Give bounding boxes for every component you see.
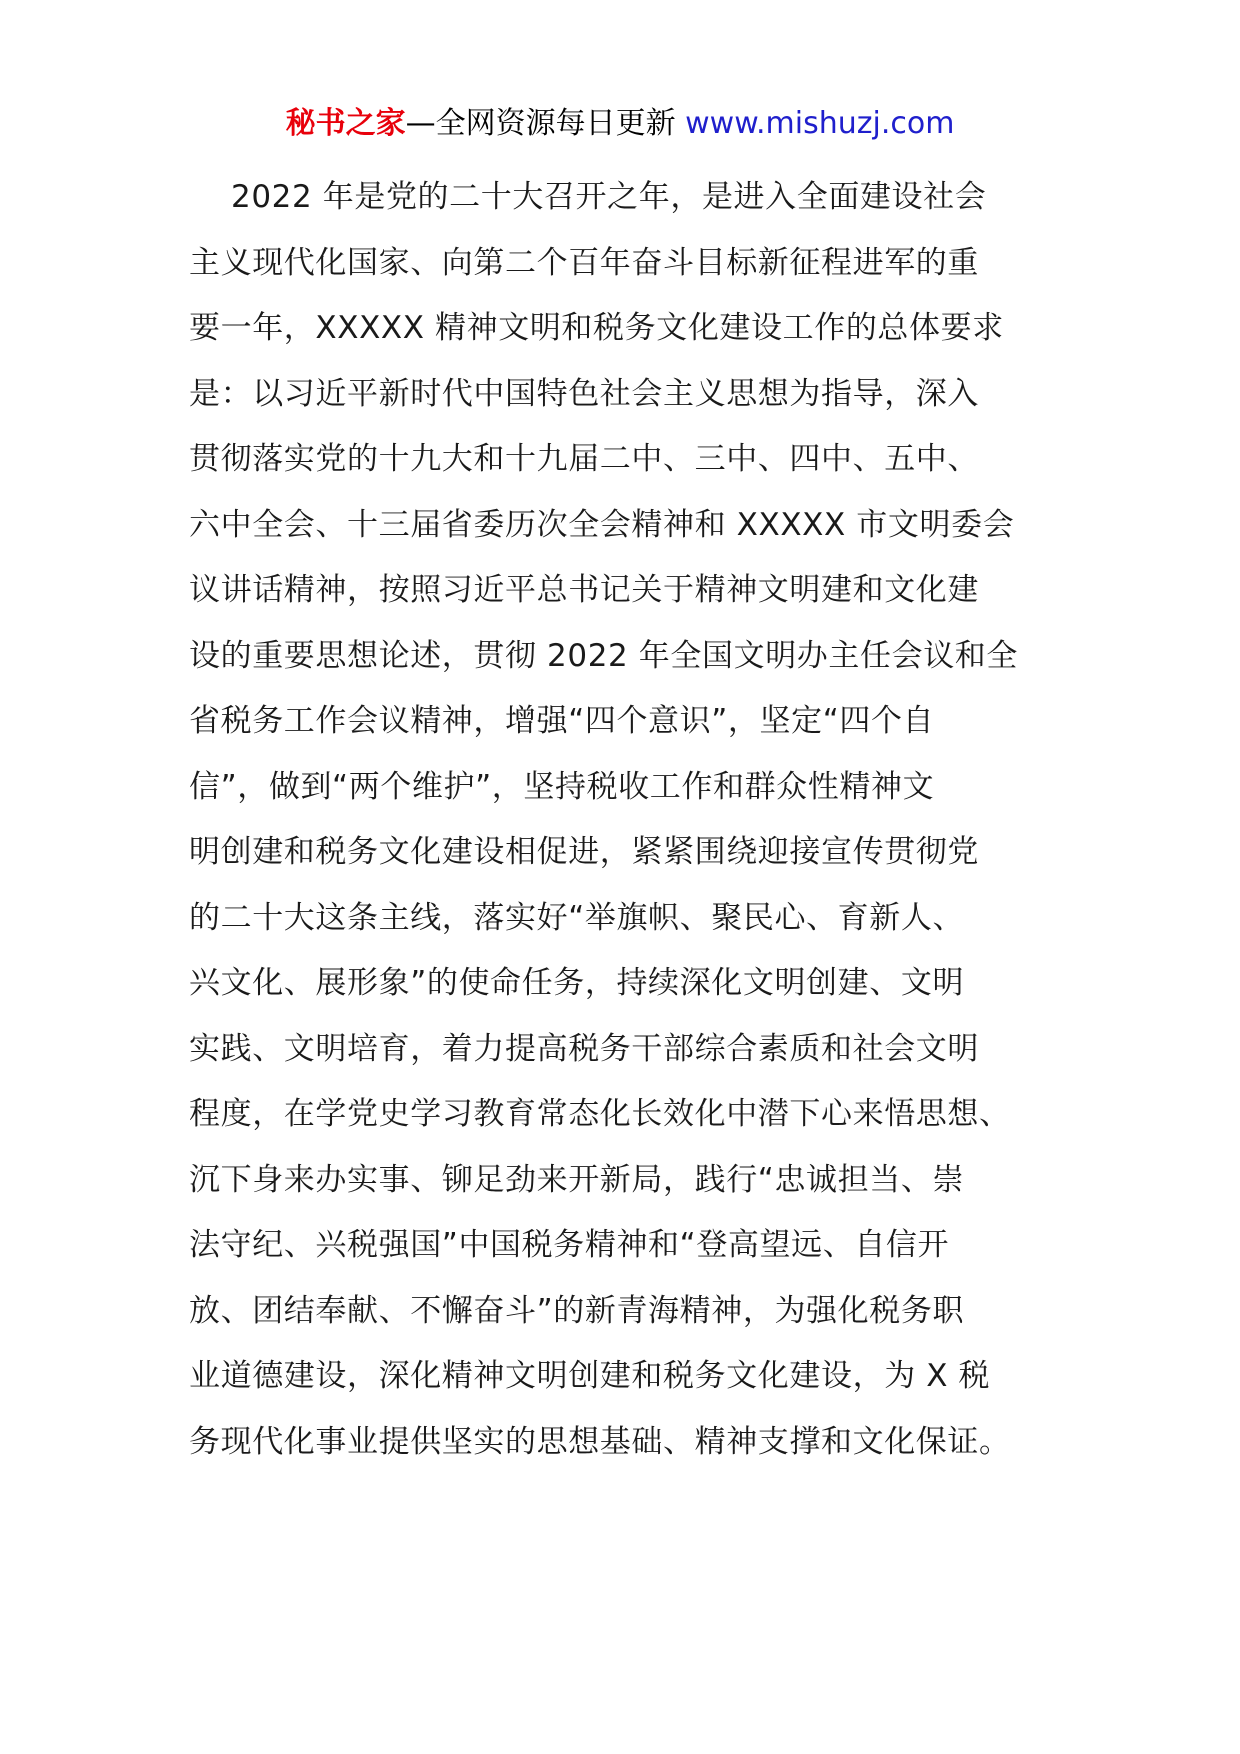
paragraph-line: 省税务工作会议精神，增强“四个意识”，坚定“四个自: [189, 703, 935, 739]
site-url-link[interactable]: www.mishuzj.com: [685, 106, 955, 141]
paragraph-line: 主义现代化国家、向第二个百年奋斗目标新征程进军的重: [189, 244, 979, 281]
site-header: [0, 100, 1240, 148]
paragraph-line: 贯彻落实党的十九大和十九届二中、三中、四中、五中、: [189, 441, 979, 477]
paragraph-line: 兴文化、展形象”的使命任务，持续深化文明创建、文明: [189, 965, 965, 1001]
brand-name: 秘书之家: [285, 106, 406, 141]
paragraph-line: 放、团结奉献、不懈奋斗”的新青海精神，为强化税务职: [189, 1292, 965, 1329]
paragraph-line: 议讲话精神，按照习近平总书记关于精神文明建和文化建: [189, 572, 979, 608]
paragraph-line: 程度，在学党史学习教育常态化长效化中潜下心来悟思想、: [189, 1096, 1011, 1132]
paragraph-line: 设的重要思想论述，贯彻 2022 年全国文明办主任会议和全: [189, 637, 1018, 674]
paragraph-line: 2022 年是党的二十大召开之年，是进入全面建设社会: [231, 179, 987, 215]
paragraph-line: 信”，做到“两个维护”，坚持税收工作和群众性精神文: [189, 768, 935, 805]
paragraph-line: 业道德建设，深化精神文明创建和税务文化建设，为 X 税: [189, 1358, 991, 1394]
paragraph-line: 沉下身来办实事、铆足劲来开新局，践行“忠诚担当、崇: [189, 1161, 965, 1198]
paragraph-line: 要一年，XXXXX 精神文明和税务文化建设工作的总体要求: [189, 310, 1004, 346]
paragraph-line: 务现代化事业提供坚实的思想基础、精神支撑和文化保证。: [189, 1423, 1011, 1460]
paragraph-line: 实践、文明培育，着力提高税务干部综合素质和社会文明: [189, 1030, 979, 1067]
header-tagline: —全网资源每日更新: [405, 106, 686, 141]
paragraph-line: 的二十大这条主线，落实好“举旗帜、聚民心、育新人、: [189, 899, 965, 936]
paragraph-line: 明创建和税务文化建设相促进，紧紧围绕迎接宣传贯彻党: [189, 834, 979, 870]
paragraph-line: 法守纪、兴税强国”中国税务精神和“登高望远、自信开: [189, 1227, 950, 1263]
paragraph-line: 是：以习近平新时代中国特色社会主义思想为指导，深入: [189, 375, 979, 412]
paragraph-line: 六中全会、十三届省委历次全会精神和 XXXXX 市文明委会: [189, 506, 1015, 543]
document-body: [189, 165, 1069, 1475]
